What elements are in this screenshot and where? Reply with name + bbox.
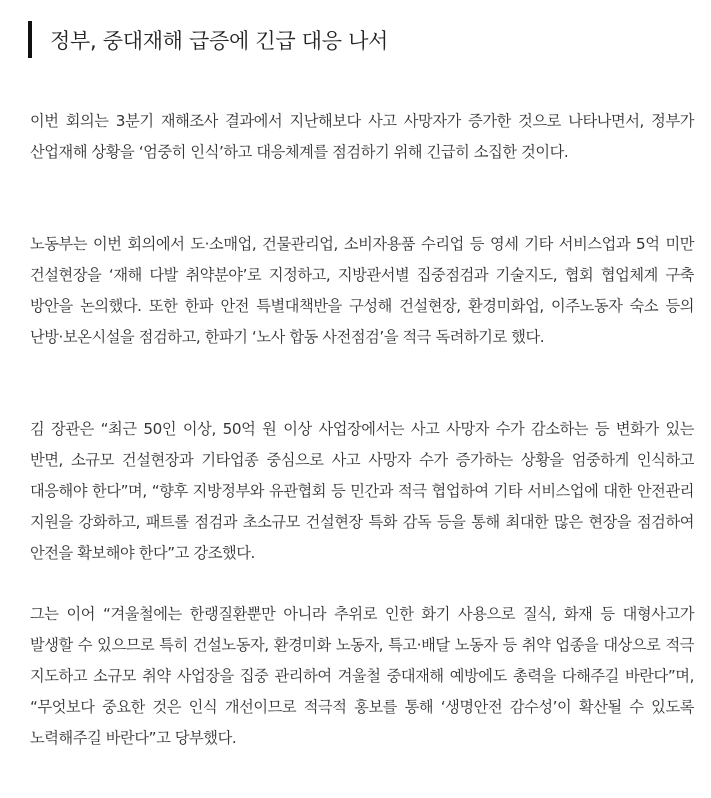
paragraph-4: 그는 이어 “겨울철에는 한랭질환뿐만 아니라 추위로 인한 화기 사용으로 질식, 화재 등 대형사고가 발생할 수 있으므로 특히 건설노동자, 환경미화 노동자, 특고·배달 노동자 등 취약 업종을 대상으로 적극 지도하고 소규모 취약 사업장을 집중 관리하여 겨울철 중대재해 예방에도 총력을 다해주길 바란다”며, “무엇보다 중요한 것은 인식 개선이므로 적극적 홍보를 통해 ‘생명안전 감수성’이 확산될 수 있도록 노력해주길 바란다”고 당부했다. (30, 605, 694, 747)
paragraph-2: 노동부는 이번 회의에서 도·소매업, 건물관리업, 소비자용품 수리업 등 영세 기타 서비스업과 5억 미만 건설현장을 ‘재해 다발 취약분야’로 지정하고, 지방관서별 집중점검과 기술지도, 협회 협업체계 구축 방안을 논의했다. 또한 한파 안전 특별대책반을 구성해 건설현장, 환경미화업, 이주노동자 숙소 등의 난방·보온시설을 점검하고, 한파기 ‘노사 합동 사전점검’을 적극 독려하기로 했다. (30, 235, 694, 346)
headline-text: 정부, 중대재해 급증에 긴급 대응 나서 (50, 28, 389, 53)
paragraph-3: 김 장관은 “최근 50인 이상, 50억 원 이상 사업장에서는 사고 사망자 수가 감소하는 등 변화가 있는 반면, 소규모 건설현장과 기타업종 중심으로 사고 사망자 수가 증가하는 상황을 엄중하게 인식하고 대응해야 한다”며, “향후 지방정부와 유관협회 등 민간과 적극 협업하여 기타 서비스업에 대한 안전관리 지원을 강화하고, 패트롤 점검과 초소규모 건설현장 특화 감독 등을 통해 최대한 많은 현장을 점검하여 안전을 확보해야 한다”고 강조했다. (30, 420, 694, 562)
article-headline (28, 21, 388, 58)
paragraph-1: 이번 회의는 3분기 재해조사 결과에서 지난해보다 사고 사망자가 증가한 것으로 나타나면서, 정부가 산업재해 상황을 ‘엄중히 인식’하고 대응체계를 점검하기 위해 긴급히 소집한 것이다. (30, 112, 694, 161)
